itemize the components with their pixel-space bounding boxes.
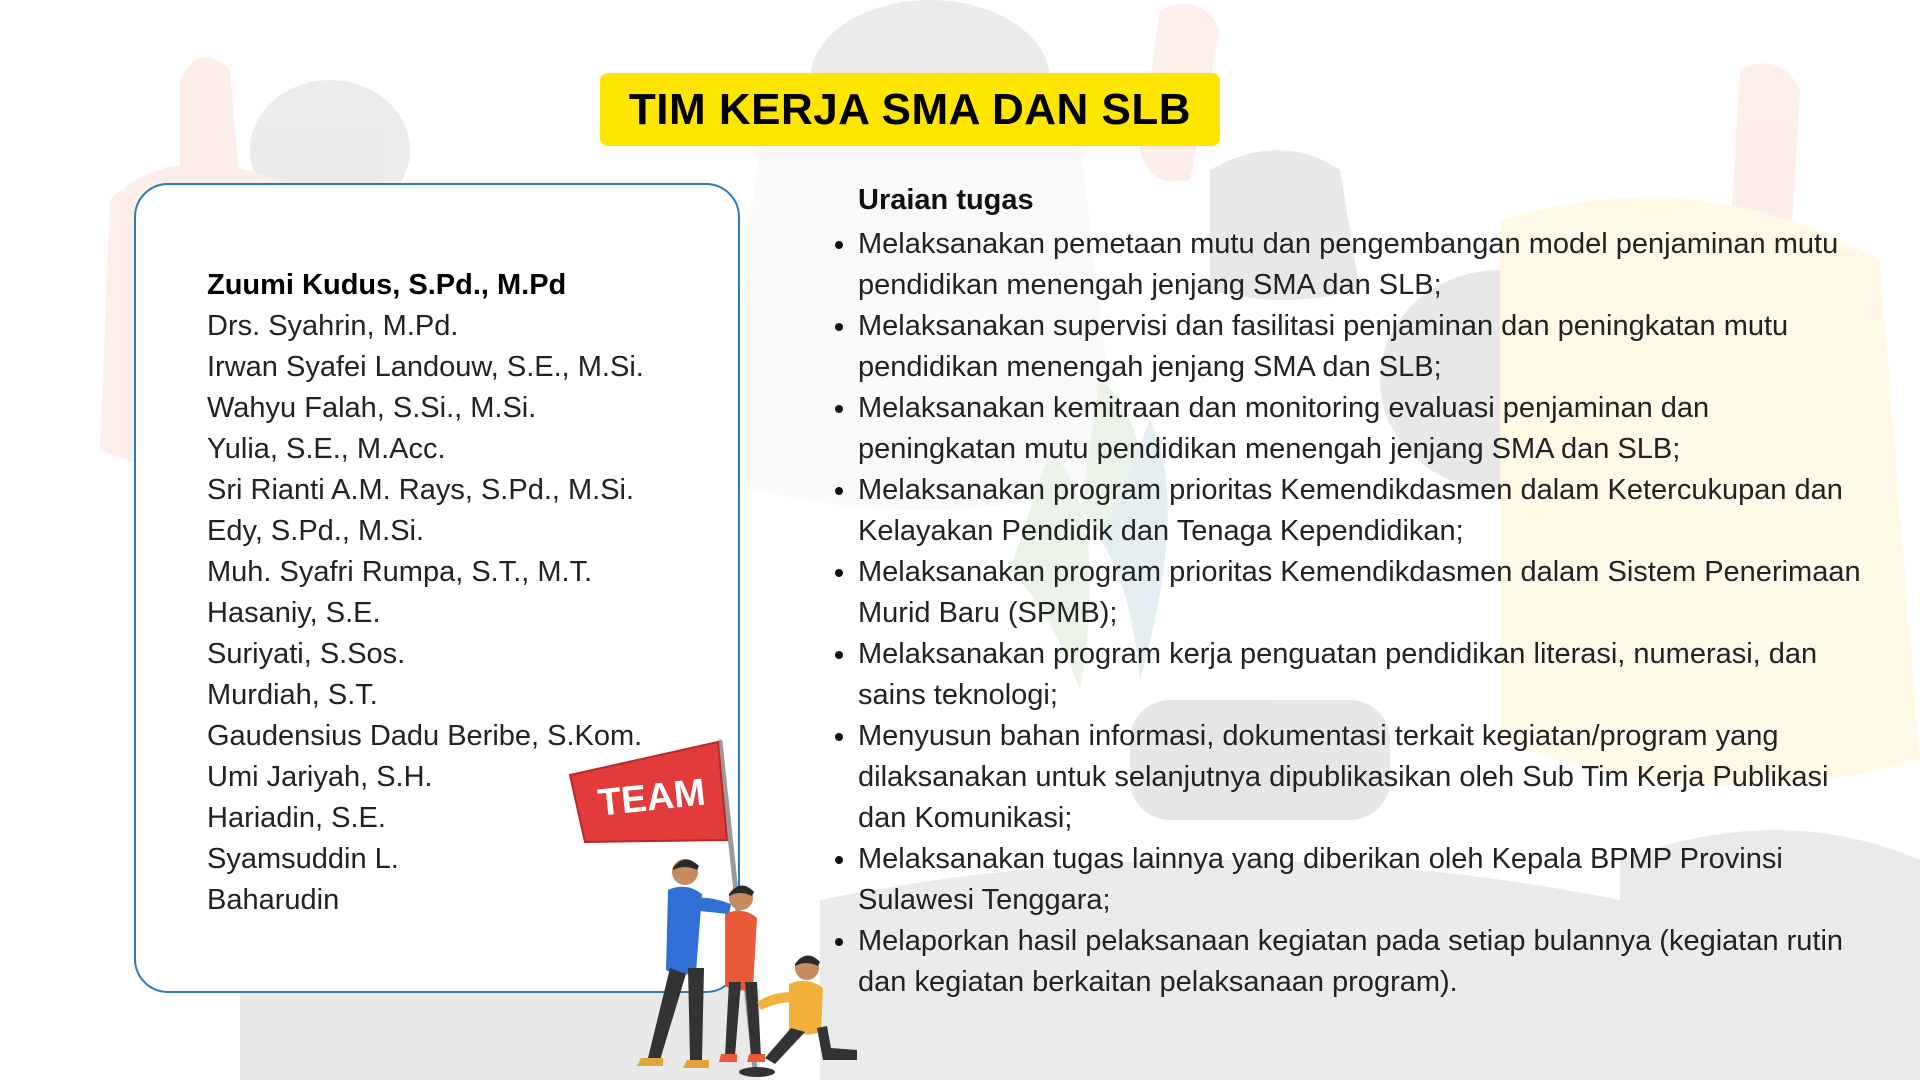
duty-item: Melaksanakan program prioritas Kemendikdasmen dalam Ketercukupan dan Kelayakan Pendidik dan Tenaga Kependidikan; [858, 470, 1868, 552]
member-item: Suriyati, S.Sos. [207, 638, 406, 670]
duty-item: Melaksanakan supervisi dan fasilitasi penjaminan dan peningkatan mutu pendidikan menengah jenjang SMA dan SLB; [858, 306, 1868, 388]
member-item: Muh. Syafri Rumpa, S.T., M.T. [207, 556, 593, 588]
member-item: Gaudensius Dadu Beribe, S.Kom. [207, 720, 643, 752]
member-item: Syamsuddin L. [207, 843, 399, 875]
member-item: Murdiah, S.T. [207, 679, 378, 711]
member-item: Hariadin, S.E. [207, 802, 386, 834]
title-banner [600, 73, 1220, 146]
member-item: Edy, S.Pd., M.Si. [207, 515, 425, 547]
member-item: Hasaniy, S.E. [207, 597, 381, 629]
member-item: Wahyu Falah, S.Si., M.Si. [207, 392, 537, 424]
duty-item: Melaksanakan program prioritas Kemendikdasmen dalam Sistem Penerimaan Murid Baru (SPMB); [858, 552, 1868, 634]
member-item: Irwan Syafei Landouw, S.E., M.Si. [207, 351, 644, 383]
member-item: Umi Jariyah, S.H. [207, 761, 433, 793]
team-leader: Zuumi Kudus, S.Pd., M.Pd [207, 269, 567, 301]
member-item: Yulia, S.E., M.Acc. [207, 433, 446, 465]
duty-item: Melaporkan hasil pelaksanaan kegiatan pada setiap bulannya (kegiatan rutin dan kegiatan berkaitan pelaksanaan program). [858, 921, 1868, 1003]
duties-list [858, 224, 1868, 1003]
member-item: Baharudin [207, 884, 340, 916]
member-item: Drs. Syahrin, M.Pd. [207, 310, 459, 342]
page-title: TIM KERJA SMA DAN SLB [628, 84, 1192, 134]
member-item: Sri Rianti A.M. Rays, S.Pd., M.Si. [207, 474, 635, 506]
duty-item: Melaksanakan kemitraan dan monitoring evaluasi penjaminan dan peningkatan mutu pendidikan menengah jenjang SMA dan SLB; [858, 388, 1868, 470]
duty-item: Melaksanakan pemetaan mutu dan pengembangan model penjaminan mutu pendidikan menengah jenjang SMA dan SLB; [858, 224, 1868, 306]
team-flag-illustration [565, 730, 865, 1080]
flag-text: TEAM [596, 771, 708, 825]
duty-item: Melaksanakan program kerja penguatan pendidikan literasi, numerasi, dan sains teknologi; [858, 634, 1868, 716]
duty-item: Menyusun bahan informasi, dokumentasi terkait kegiatan/program yang dilaksanakan untuk selanjutnya dipublikasikan oleh Sub Tim Kerja Publikasi dan Komunikasi; [858, 716, 1868, 839]
duties-heading: Uraian tugas [858, 184, 1034, 216]
duties-section [858, 178, 1868, 1003]
duty-item: Melaksanakan tugas lainnya yang diberikan oleh Kepala BPMP Provinsi Sulawesi Tenggara; [858, 839, 1868, 921]
